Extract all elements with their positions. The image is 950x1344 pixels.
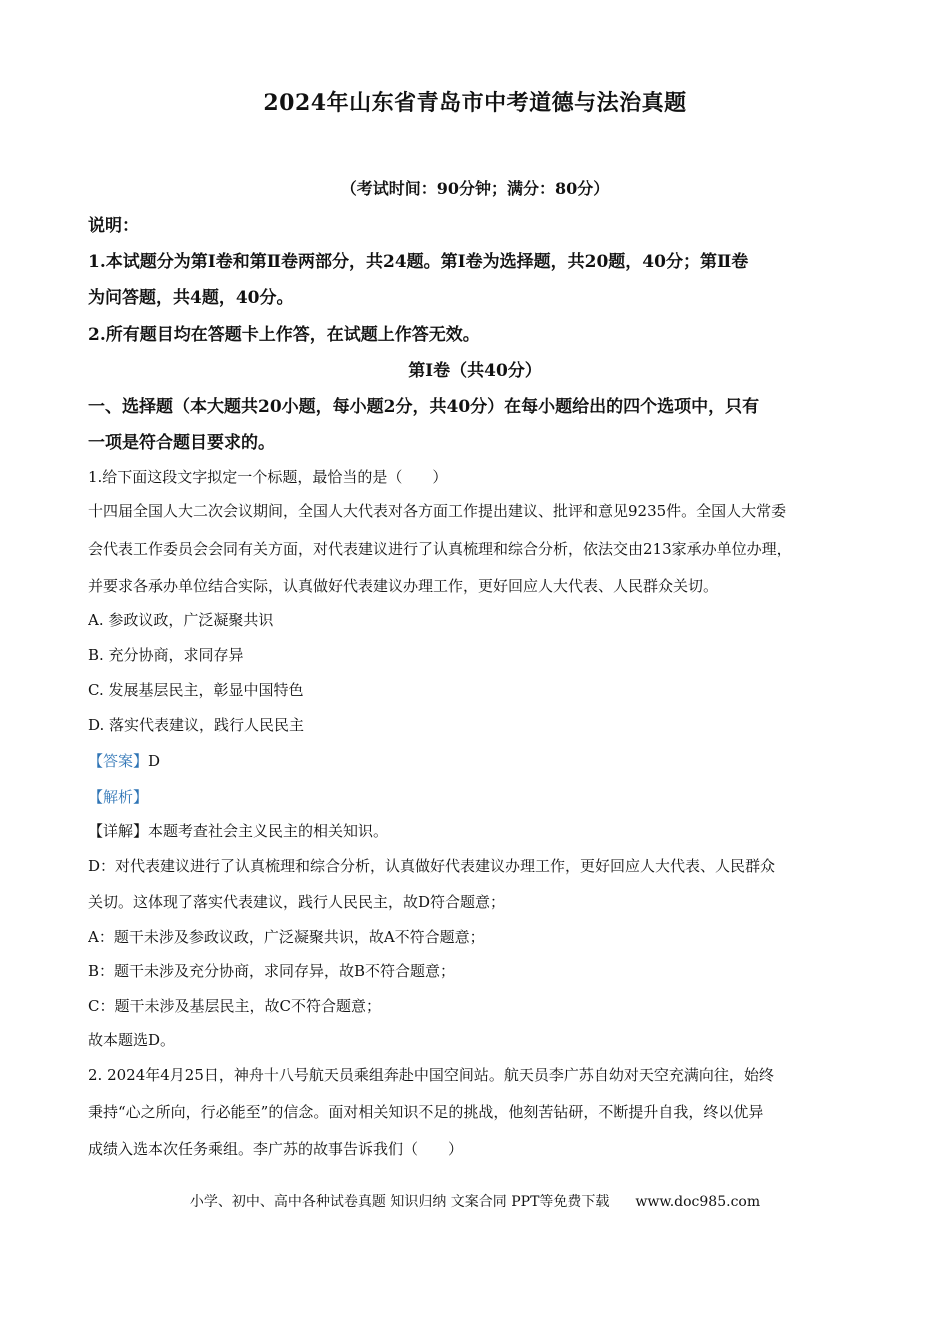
footer-text: 小学、初中、高中各种试卷真题 知识归纳 文案合同 PPT等免费下载 [189, 1194, 610, 1210]
question-2-stem-2: 秉持“心之所向，行必能至”的信念。面对相关知识不足的挑战，他刻苦钻研，不断提升自我，终以优异 [88, 1103, 764, 1121]
answer-value: D [148, 752, 161, 770]
note-line-1b: 为问答题，共4题，40分。 [88, 288, 294, 308]
section-heading: 第Ⅰ卷（共40分） [408, 361, 542, 381]
b-reason: B：题干未涉及充分协商，求同存异，故B不符合题意； [88, 962, 456, 980]
option-d: D. 落实代表建议，践行人民民主 [88, 716, 305, 734]
part-heading-b: 一项是符合题目要求的。 [88, 433, 275, 453]
answer-label: 【答案】 [88, 752, 149, 770]
footer-url[interactable]: www.doc985.com [635, 1194, 761, 1210]
question-1-material-1: 十四届全国人大二次会议期间，全国人大代表对各方面工作提出建议、批评和意见9235件。全国人大常委 [88, 502, 787, 520]
note-heading: 说明： [88, 216, 139, 236]
d-reason-1: D：对代表建议进行了认真梳理和综合分析，认真做好代表建议办理工作，更好回应人大代表、人民群众 [88, 857, 776, 875]
page-footer [0, 1191, 950, 1211]
option-c: C. 发展基层民主，彰显中国特色 [88, 681, 304, 699]
detail-line: 【详解】本题考查社会主义民主的相关知识。 [88, 822, 389, 840]
part-heading-a: 一、选择题（本大题共20小题，每小题2分，共40分）在每小题给出的四个选项中，只有 [88, 397, 760, 417]
a-reason: A：题干未涉及参政议政，广泛凝聚共识，故A不符合题意； [88, 928, 485, 946]
page-title: 2024年山东省青岛市中考道德与法治真题 [263, 90, 687, 116]
question-1-stem: 1.给下面这段文字拟定一个标题，最恰当的是（ ） [88, 468, 448, 486]
answer-line [88, 750, 868, 771]
note-line-2: 2.所有题目均在答题卡上作答，在试题上作答无效。 [88, 325, 480, 345]
conclusion: 故本题选D。 [88, 1031, 176, 1049]
analysis-label: 【解析】 [88, 788, 149, 806]
question-2-stem-1: 2. 2024年4月25日，神舟十八号航天员乘组奔赴中国空间站。航天员李广苏自幼对天空充满向往，始终 [88, 1066, 774, 1084]
option-b: B. 充分协商，求同存异 [88, 646, 244, 664]
question-1-material-3: 并要求各承办单位结合实际，认真做好代表建议办理工作，更好回应人大代表、人民群众关切。 [88, 577, 719, 595]
exam-info: （考试时间：90分钟；满分：80分） [340, 179, 610, 198]
question-1-material-2: 会代表工作委员会会同有关方面，对代表建议进行了认真梳理和综合分析，依法交由213家承办单位办理， [88, 540, 792, 558]
note-line-1a: 1.本试题分为第Ⅰ卷和第Ⅱ卷两部分，共24题。第Ⅰ卷为选择题，共20题，40分；第Ⅱ卷 [88, 252, 749, 272]
d-reason-2: 关切。这体现了落实代表建议，践行人民民主，故D符合题意； [88, 893, 506, 911]
question-2-stem-3: 成绩入选本次任务乘组。李广苏的故事告诉我们（ ） [88, 1140, 464, 1158]
c-reason: C：题干未涉及基层民主，故C不符合题意； [88, 997, 381, 1015]
option-a: A. 参政议政，广泛凝聚共识 [88, 611, 274, 629]
